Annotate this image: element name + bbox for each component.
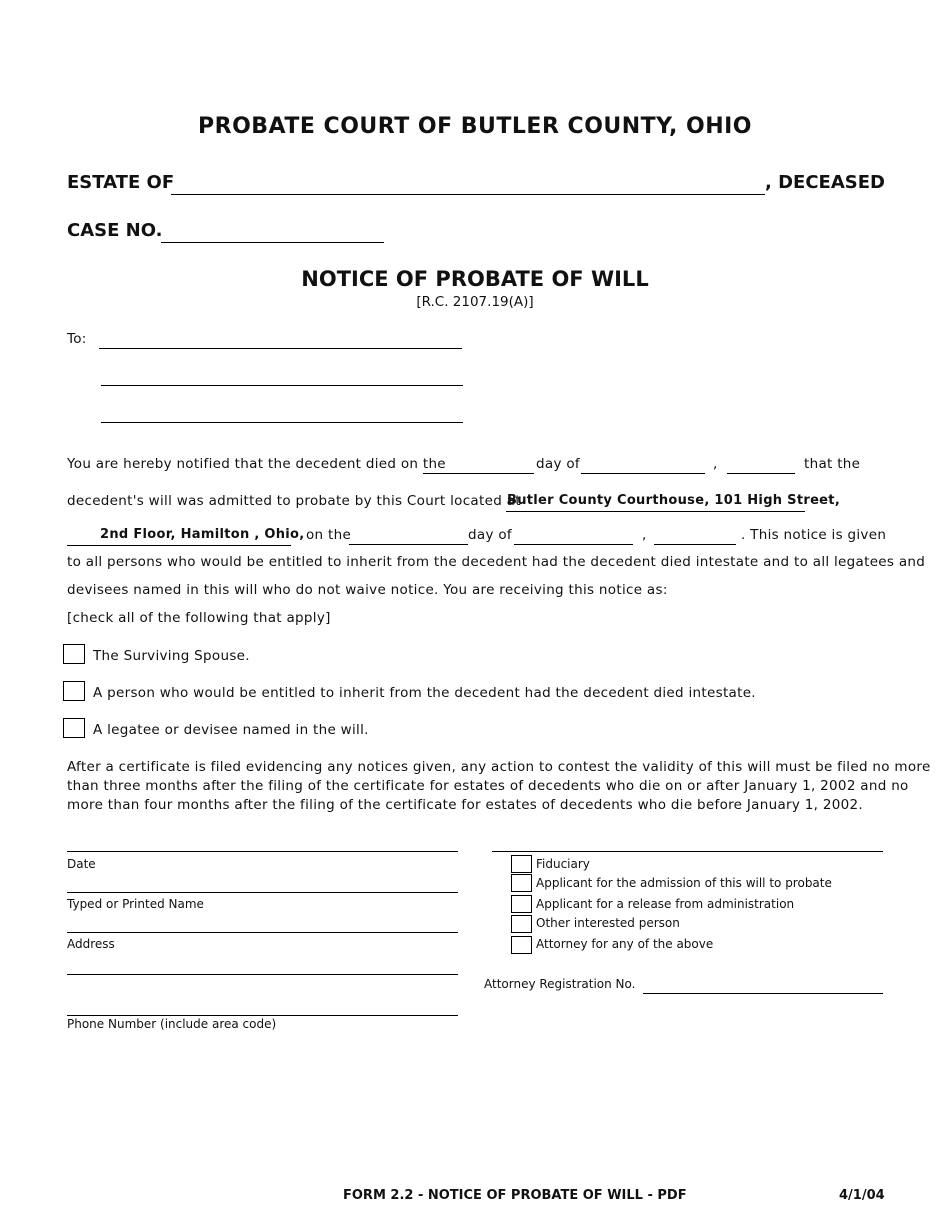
phone-field[interactable] [67, 997, 458, 1016]
statute-reference: [R.C. 2107.19(A)] [416, 294, 534, 310]
notice-line3-b: day of [468, 527, 512, 543]
option-surviving-spouse: The Surviving Spouse. [93, 648, 250, 664]
signature-line[interactable] [67, 851, 458, 852]
form-title: NOTICE OF PROBATE OF WILL [301, 267, 649, 291]
death-year-field[interactable] [727, 455, 795, 474]
date-field[interactable] [67, 874, 458, 893]
case-no-label: CASE NO. [67, 220, 163, 241]
option-intestate-heir: A person who would be entitled to inherit from the decedent had the decedent died intestate. [93, 685, 756, 701]
applicant-admission-checkbox[interactable] [511, 874, 532, 892]
notice-line3-a: on the [306, 527, 352, 543]
other-interested-checkbox[interactable] [511, 915, 532, 933]
to-line-3[interactable] [101, 404, 463, 423]
contest-line-1: After a certificate is filed evidencing any notices given, any action to contest the validity of this will must be filed no more [67, 759, 931, 775]
estate-name-field[interactable] [171, 176, 765, 195]
attorney-checkbox[interactable] [511, 936, 532, 954]
notice-line1-a: You are hereby notified that the decedent died on the [67, 456, 446, 472]
name-label: Typed or Printed Name [67, 897, 204, 911]
notice-line3-c: . This notice is given [741, 527, 887, 543]
legatee-devisee-checkbox[interactable] [63, 718, 85, 738]
to-label: To: [67, 331, 87, 347]
death-month-field[interactable] [581, 455, 705, 474]
comma-1: , [713, 456, 718, 472]
comma-2: , [642, 527, 647, 543]
to-line-1[interactable] [99, 330, 462, 349]
probate-year-field[interactable] [654, 526, 736, 545]
footer-form-name: FORM 2.2 - NOTICE OF PROBATE OF WILL - PDF [343, 1188, 687, 1203]
notice-line1-b: day of [536, 456, 580, 472]
phone-label: Phone Number (include area code) [67, 1017, 277, 1031]
court-title: PROBATE COURT OF BUTLER COUNTY, OHIO [198, 114, 752, 139]
fiduciary-checkbox[interactable] [511, 855, 532, 873]
court-address-2: 2nd Floor, Hamilton , Ohio, [100, 527, 305, 542]
footer-date: 4/1/04 [839, 1188, 885, 1203]
contest-line-2: than three months after the filing of the certificate for estates of decedents who die on or after January 1, 2002 and no [67, 778, 909, 794]
notice-line2-a: decedent's will was admitted to probate by this Court located at [67, 493, 521, 509]
attorney-registration-field[interactable] [643, 975, 883, 994]
estate-of-label: ESTATE OF [67, 172, 175, 193]
intestate-heir-checkbox[interactable] [63, 681, 85, 701]
address-field[interactable] [67, 956, 458, 975]
notice-line4: to all persons who would be entitled to inherit from the decedent had the decedent died intestate and to all legatees and [67, 554, 926, 570]
role-attorney: Attorney for any of the above [536, 937, 714, 951]
attorney-registration-label: Attorney Registration No. [484, 977, 636, 991]
notice-line6: [check all of the following that apply] [67, 610, 331, 626]
to-line-2[interactable] [101, 367, 463, 386]
surviving-spouse-checkbox[interactable] [63, 644, 85, 664]
name-field[interactable] [67, 914, 458, 933]
role-fiduciary: Fiduciary [536, 857, 590, 871]
death-day-field[interactable] [423, 455, 534, 474]
contest-line-3: more than four months after the filing of the certificate for estates of decedents who die before January 1, 2002. [67, 797, 863, 813]
address-label: Address [67, 937, 115, 951]
court-address-1-underline [506, 511, 805, 512]
notice-line5: devisees named in this will who do not waive notice. You are receiving this notice as: [67, 582, 668, 598]
option-legatee-devisee: A legatee or devisee named in the will. [93, 722, 369, 738]
role-signature-line[interactable] [492, 851, 883, 852]
probate-day-field[interactable] [349, 526, 468, 545]
role-other-interested: Other interested person [536, 916, 680, 930]
case-number-field[interactable] [161, 224, 384, 243]
deceased-label: , DECEASED [765, 172, 885, 193]
probate-month-field[interactable] [514, 526, 633, 545]
court-address-1: Butler County Courthouse, 101 High Street, [507, 493, 841, 508]
date-label: Date [67, 857, 96, 871]
role-applicant-release: Applicant for a release from administration [536, 897, 795, 911]
notice-line1-c: that the [804, 456, 861, 472]
role-applicant-admission: Applicant for the admission of this will to probate [536, 876, 832, 890]
applicant-release-checkbox[interactable] [511, 895, 532, 913]
court-address-2-underline [67, 545, 291, 546]
